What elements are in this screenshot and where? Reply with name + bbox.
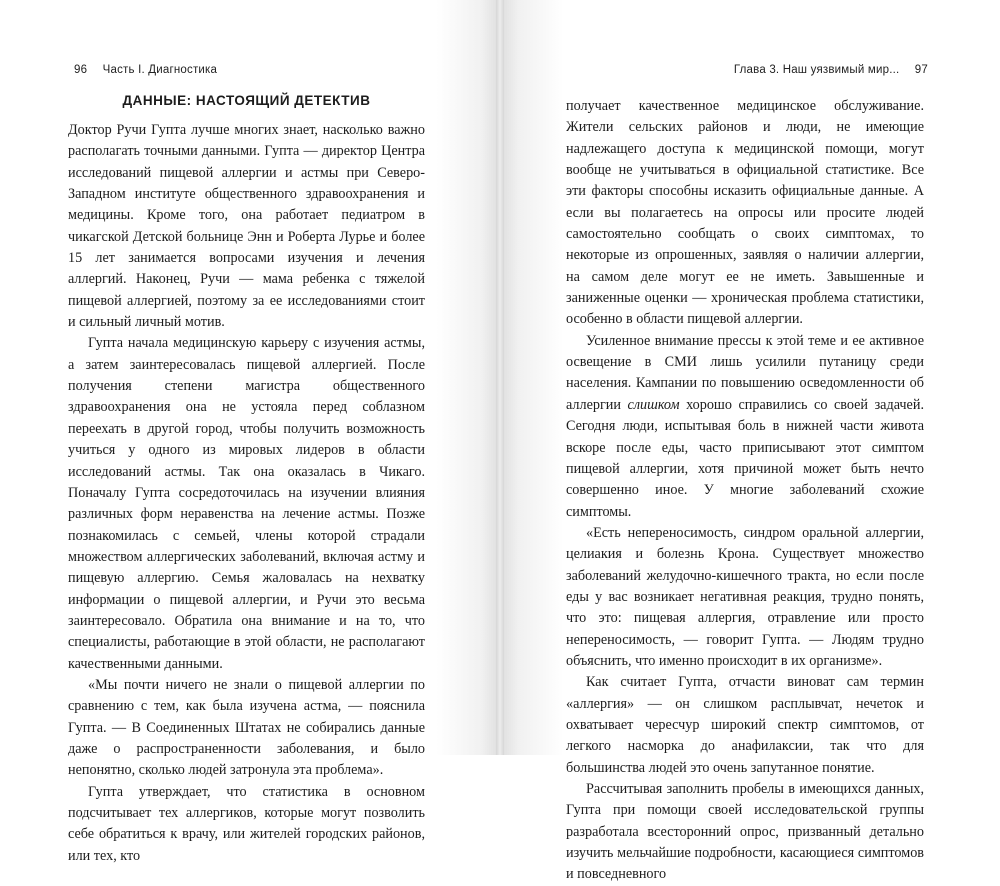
- left-running-head: [68, 64, 223, 76]
- left-page-number: 96: [74, 64, 88, 76]
- paragraph: «Есть непереносимость, синдром оральной аллергии, целиакия и болезнь Крона. Существует множество заболеваний желудочно-кишечного тракта, но если после еды у вас возникает негативная реакция, трудно понять, что это: пищевая аллергия, отравление или просто непереносимость, — говорит Гупта. — Людям трудно объяснить, что именно происходит в их организме».: [566, 524, 924, 669]
- paragraph: [566, 331, 924, 523]
- paragraph: получает качественное медицинское обслуживание. Жители сельских районов и люди, не имеющие надлежащего доступа к медицинской помощи, могут вообще не учитываться в официальной статистике. Все эти факторы способны исказить официальные данные. А если вы полагаетесь на опросы или просите людей самостоятельно сообщать о своих симптомах, то некоторые из опрошенных, заявляя о наличии аллергии, на самом деле могут ее не иметь. Завышенные и заниженные оценки — хроническая проблема статистики, особенно в области пищевой аллергии.: [566, 98, 924, 328]
- paragraph-part: Усиленное внимание прессы к этой теме и ее активное освещение в СМИ лишь усилили путаницу среди населения. Кампании по повышению осведомленности об аллергии: [566, 332, 924, 413]
- right-page: [504, 0, 1000, 883]
- emphasized-word: слишком: [627, 396, 680, 413]
- paragraph: Гупта утверждает, что статистика в основном подсчитывает тех аллергиков, которые могут позволить себе обратиться к врачу, или жителей городских районов, или тех, кто: [68, 783, 425, 864]
- paragraph: Доктор Ручи Гупта лучше многих знает, насколько важно располагать точными данными. Гупта — директор Центра исследований пищевой аллергии и астмы при Северо-Западном институте общественного здравоохранения и медицины. Кроме того, она работает педиатром в чикагской Детской больнице Энн и Роберта Лурье и более 15 лет занимается вопросами изучения и лечения аллергий. Наконец, Ручи — мама ребенка с тяжелой пищевой аллергией, поэтому за ее исследованиями стоит и сильный личный мотив.: [68, 122, 425, 331]
- paragraph: Рассчитывая заполнить пробелы в имеющихся данных, Гупта при помощи своей исследовательской группы разработала всесторонний опрос, призванный детально изучить мельчайшие подробности, касающиеся симптомов и повседневного: [566, 781, 924, 883]
- right-page-number: 97: [914, 64, 928, 76]
- paragraph: «Мы почти ничего не знали о пищевой аллергии по сравнению с тем, как была изучена астма, — пояснила Гупта. — В Соединенных Штатах не собирались данные даже о распространенности заболевания, и было непонятно, сколько людей затронула эта проблема».: [68, 676, 425, 779]
- right-page-text: [566, 96, 924, 886]
- paragraph-part: хорошо справились со своей задачей. Сегодня люди, испытывая боль в нижней части живота вскоре после еды, часто приписывают этот симптом пищевой аллергии, хотя причиной может быть нечто совершенно иное. У многие заболеваний схожие симптомы.: [566, 396, 924, 520]
- section-title: ДАННЫЕ: НАСТОЯЩИЙ ДЕТЕКТИВ: [122, 93, 371, 108]
- left-page: [0, 0, 496, 864]
- paragraph: Как считает Гупта, отчасти виноват сам термин «аллергия» — он слишком расплывчат, нечеток и охватывает чересчур широкий спектр симптомов, от легкого насморка до анафилаксии, так что для большинства людей это очень запутанное понятие.: [566, 674, 924, 776]
- right-running-head: [728, 64, 934, 76]
- right-running-head-text: Глава 3. Наш уязвимый мир...: [733, 64, 900, 76]
- paragraph: Гупта начала медицинскую карьеру с изучения астмы, а затем заинтересовалась пищевой аллергией. После получения степени магистра общественного здравоохранения она не устояла перед соблазном переехать в другой город, чтобы получить возможность учиться у одного из мировых лидеров в области исследований астмы. Так она оказалась в Чикаго. Поначалу Гупта сосредоточилась на изучении влияния различных форм неравенства на лечение астмы. Позже познакомилась с семьей, члены которой страдали множеством аллергических заболеваний, включая астму и пищевую аллергию. Семья жаловалась на нехватку информации о пищевой аллергии, и Ручи это весьма заинтересовало. Обратила она внимание и на то, что специалисты, работающие в этой области, не располагают качественными данными.: [68, 335, 425, 672]
- book-gutter: [496, 0, 504, 755]
- left-running-head-text: Часть I. Диагностика: [102, 64, 218, 76]
